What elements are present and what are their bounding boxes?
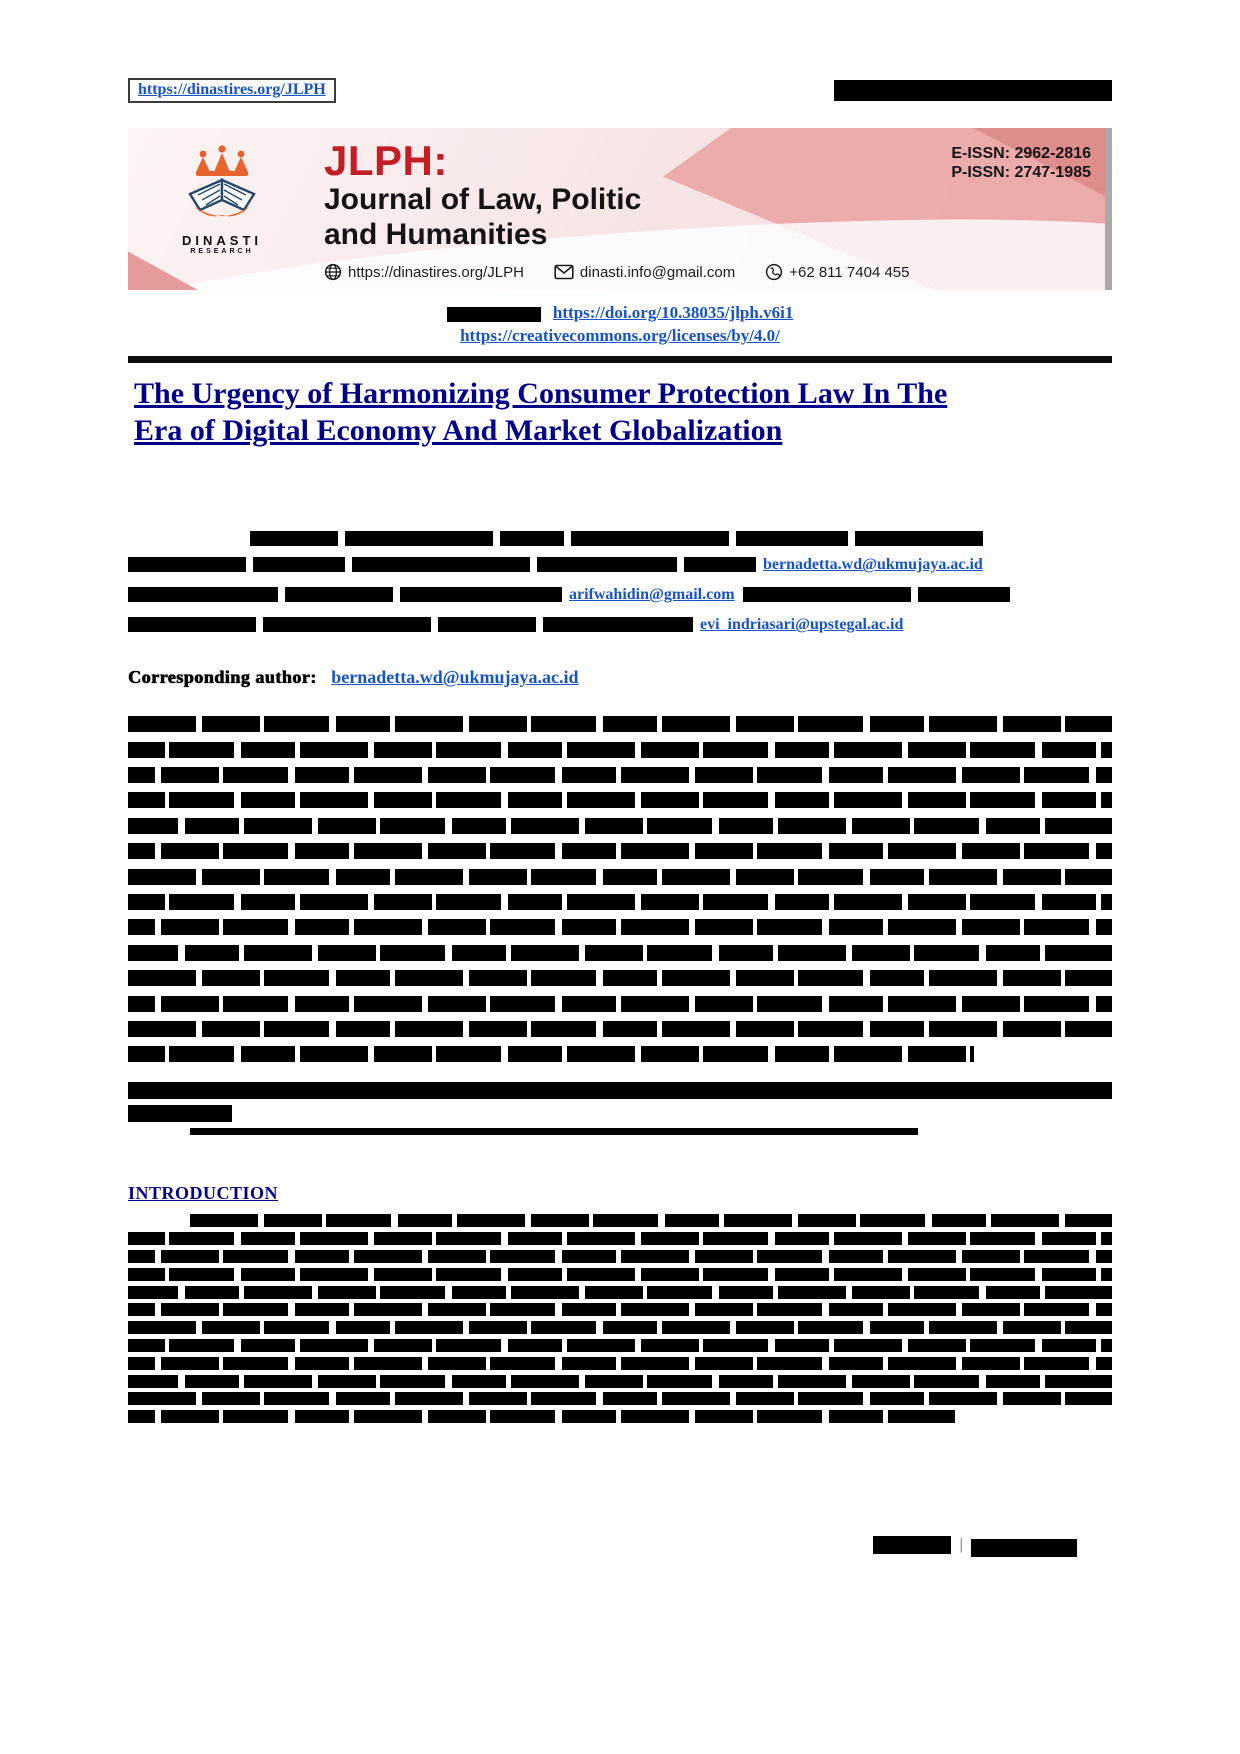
corresponding-author-email[interactable]: bernadetta.wd@ukmujaya.ac.id bbox=[331, 667, 579, 688]
issn-block bbox=[951, 145, 1091, 183]
author-email-2[interactable]: arifwahidin@gmail.com bbox=[569, 586, 735, 604]
doi-line bbox=[128, 302, 1112, 325]
journal-banner bbox=[128, 128, 1112, 290]
redacted-page-label bbox=[971, 1539, 1077, 1557]
journal-site-link[interactable]: https://dinastires.org/JLPH bbox=[138, 81, 326, 98]
mail-icon bbox=[554, 264, 574, 280]
journal-contact-row bbox=[324, 263, 909, 281]
introduction-heading: INTRODUCTION bbox=[128, 1183, 279, 1204]
redacted-abstract bbox=[128, 716, 1112, 1062]
logo-text: DINASTI bbox=[182, 233, 262, 248]
redacted-affiliation-1 bbox=[128, 553, 1112, 576]
license-link[interactable]: https://creativecommons.org/licenses/by/4.0/ bbox=[460, 325, 780, 345]
author-email-3[interactable]: evi_indriasari@upstegal.ac.id bbox=[700, 616, 904, 634]
contact-website-text: https://dinastires.org/JLPH bbox=[348, 263, 524, 281]
redacted-affiliation-2 bbox=[128, 583, 1112, 606]
pissn: P-ISSN: 2747-1985 bbox=[951, 163, 1091, 181]
redacted-header-citation bbox=[834, 80, 1112, 101]
doi-block bbox=[128, 302, 1112, 348]
dinasti-logo-icon bbox=[176, 144, 268, 226]
redacted-doi-label bbox=[447, 307, 541, 322]
redacted-keywords bbox=[128, 1082, 1112, 1135]
redacted-introduction-body bbox=[128, 1214, 1112, 1423]
journal-site-link-box bbox=[128, 78, 336, 103]
phone-icon bbox=[765, 263, 783, 281]
redacted-author-names bbox=[128, 531, 1112, 546]
author-block bbox=[128, 531, 1112, 636]
journal-abbrev: JLPH: bbox=[324, 137, 448, 184]
author-email-1[interactable]: bernadetta.wd@ukmujaya.ac.id bbox=[763, 556, 983, 574]
redacted-page-number bbox=[873, 1536, 951, 1554]
header-divider-rule bbox=[128, 356, 1112, 363]
corresponding-author-label: Corresponding author: bbox=[128, 667, 317, 688]
redacted-keywords-line2 bbox=[128, 1105, 232, 1122]
license-line bbox=[128, 325, 1112, 348]
footer-separator: | bbox=[959, 1536, 963, 1553]
contact-email bbox=[554, 264, 735, 281]
article-title-line2: Era of Digital Economy And Market Globalization bbox=[134, 414, 783, 448]
redacted-keywords-line1 bbox=[128, 1082, 1112, 1099]
contact-email-text: dinasti.info@gmail.com bbox=[579, 263, 736, 281]
journal-title-block bbox=[324, 137, 642, 252]
page-footer bbox=[873, 1536, 1077, 1554]
corresponding-author-line bbox=[128, 667, 1112, 688]
globe-icon bbox=[324, 263, 342, 281]
logo-subtext: RESEARCH bbox=[190, 248, 254, 255]
article-title bbox=[128, 375, 1112, 449]
redacted-affiliation-3 bbox=[128, 613, 1112, 636]
keywords-divider-rule bbox=[190, 1128, 918, 1135]
contact-phone-text: +62 811 7404 455 bbox=[789, 263, 910, 281]
contact-phone bbox=[765, 263, 909, 281]
eissn: E-ISSN: 2962-2816 bbox=[951, 145, 1091, 162]
doi-link[interactable]: https://doi.org/10.38035/jlph.v6i1 bbox=[552, 303, 794, 322]
page-header bbox=[128, 78, 1112, 108]
journal-name-line1: Journal of Law, Politic bbox=[324, 183, 642, 216]
journal-name-line2: and Humanities bbox=[324, 218, 548, 252]
dinasti-logo bbox=[172, 144, 272, 255]
contact-website bbox=[324, 263, 524, 281]
article-title-line1: The Urgency of Harmonizing Consumer Protection Law In The bbox=[134, 376, 948, 410]
